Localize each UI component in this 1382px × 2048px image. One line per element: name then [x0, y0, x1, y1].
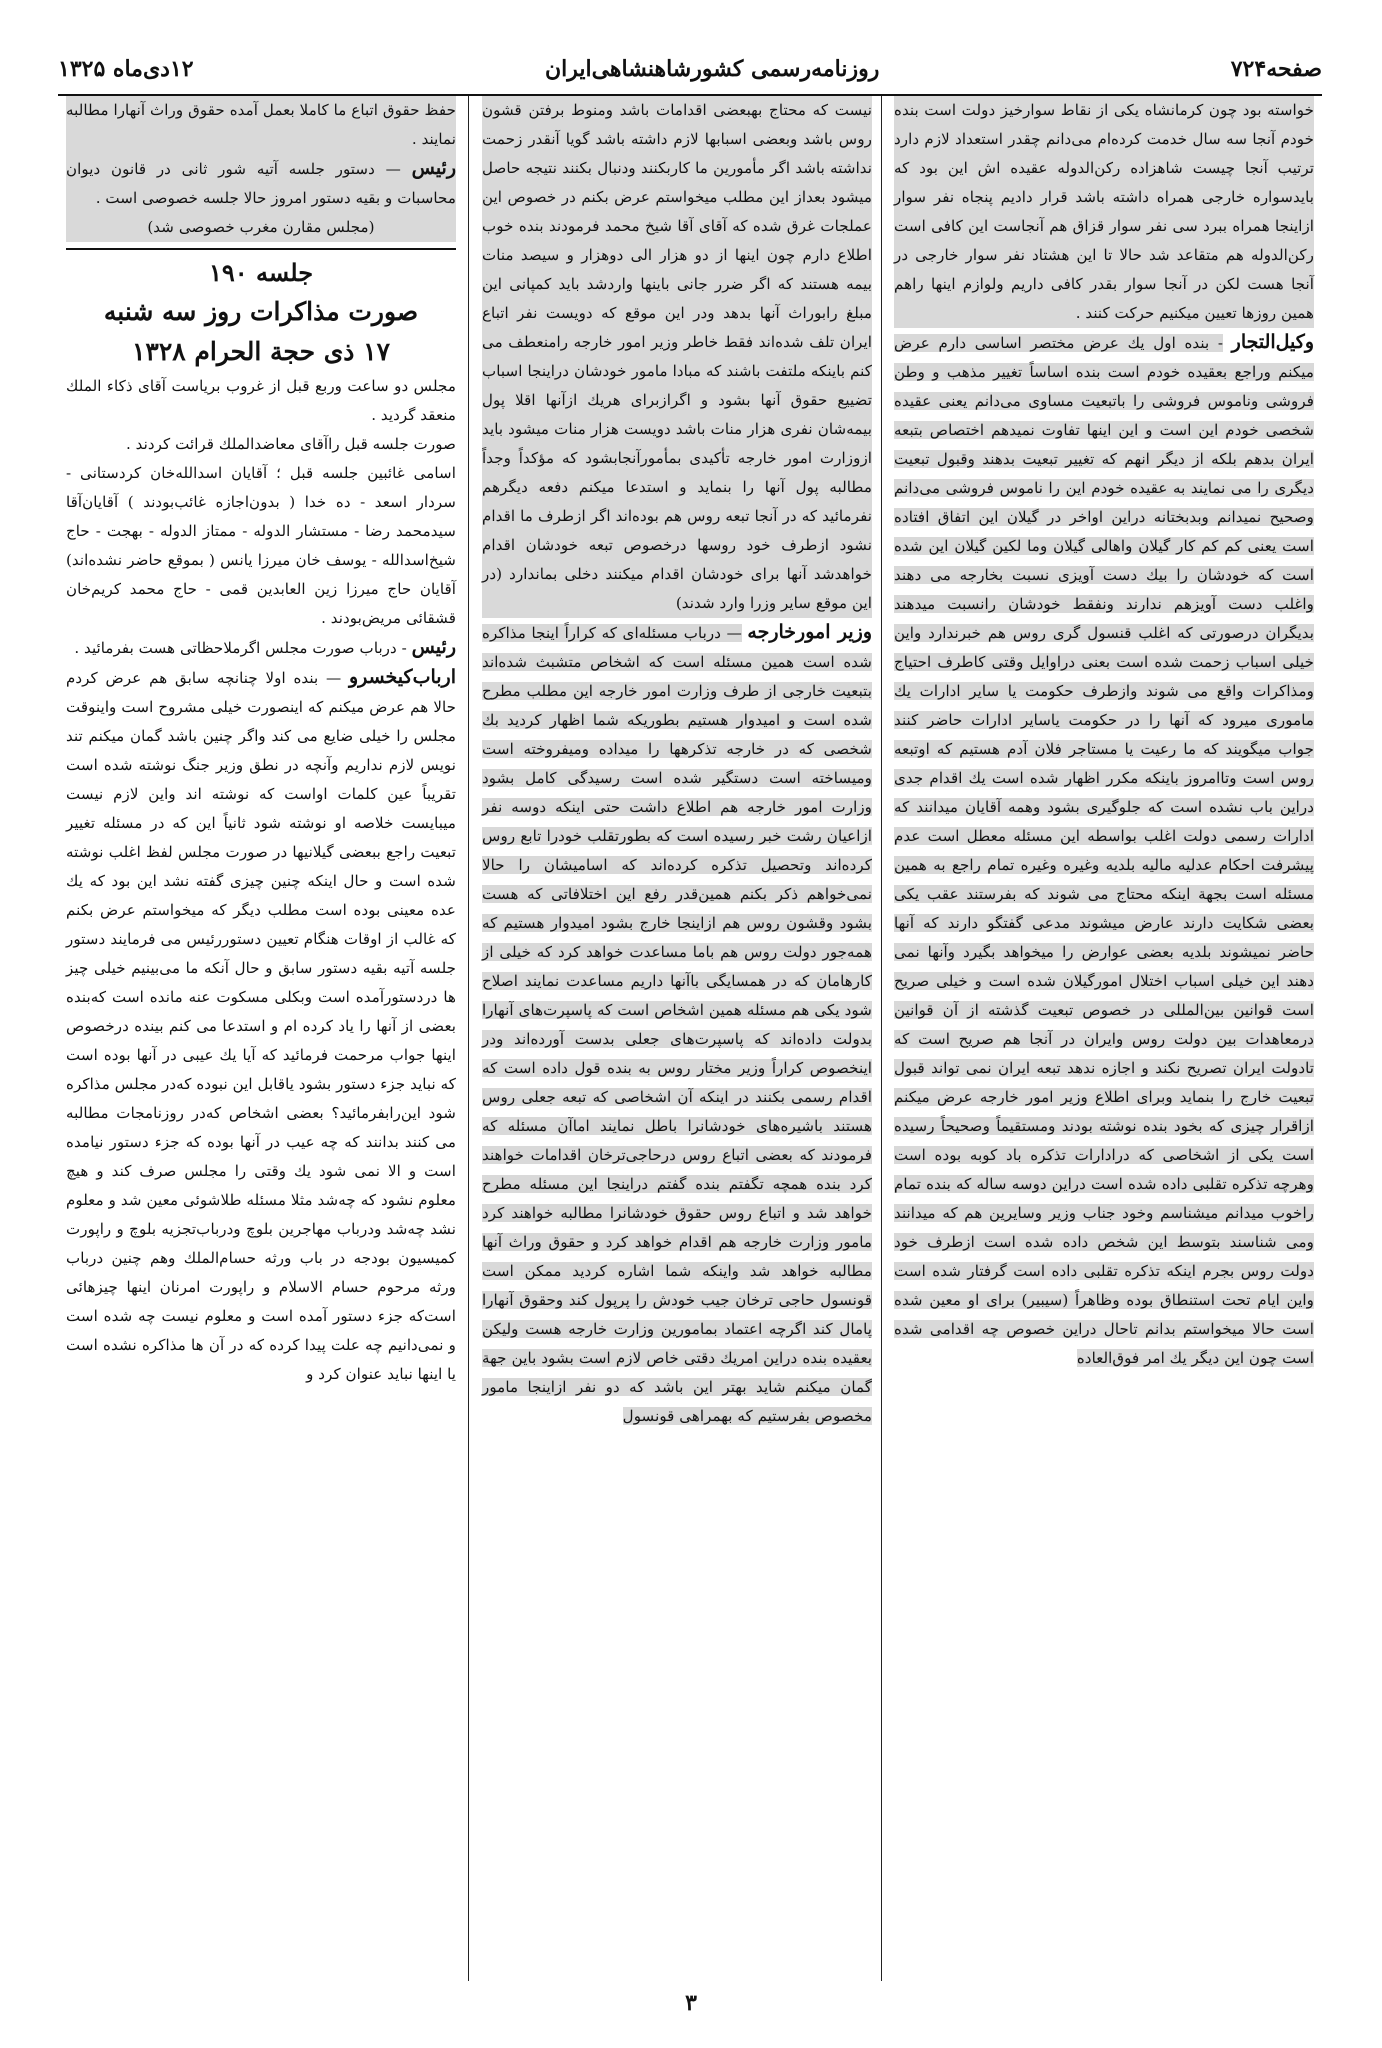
page-header	[58, 44, 1322, 96]
speaker-name: رئیس	[411, 636, 456, 658]
column-divider-right	[881, 96, 882, 1981]
speaker-name: وزیر امورخارجه	[747, 621, 873, 643]
paragraph: (مجلس مقارن مغرب خصوصی شد)	[147, 218, 375, 236]
column-divider-left	[468, 96, 469, 1981]
column-left	[60, 96, 462, 1981]
speaker-name: رئیس	[411, 157, 457, 179]
paragraph: خواسته بود چون کرمانشاه یکی از نقاط سوارخیز دولت است بنده خودم آنجا سه سال خدمت کرده‌ام می‌دانم چقدر استعداد لازم دارد ترتیب آنجا چیست شاهزاده رکن‌الدوله عقیده اش این بود که بایدسواره خارجی همراه داشته باشد قرار دادیم پنجاه نفر سوار ازاینجا همراه ببرد سی نفر سوار قزاق هم آنجاست این کافی است رکن‌الدوله هم متقاعد شد حالا تا این هشتاد نفر سوار خارجی در آنجا هست لکن در آنجا سوار بقدر کافی داریم ولوازم اینها راهم همین روزها تعیین میکنیم حرکت کنند .	[894, 96, 1314, 328]
page-label: صفحه۷۲۴	[1230, 56, 1322, 82]
highlighted-block	[66, 96, 456, 242]
paragraph: - بنده اول یك عرض مختصر اساسی دارم عرض میکنم وراجع بعقیده خودم است بنده اساساً تغییر مذهب و وطن فروشی وناموس فروشی را باتبعیت مساوی می‌دانم یعنی عقیده شخصی خودم این است و این اینها تفاوت نمیدهم اختصاص بتبعه ایران بدهم بلکه از دیگر انهم که تغییر تبعیت بدهند وقبول تبعیت دیگری را می نمایند به عقیده خودم این را ناموس فروشی می‌دانم وصحیح نمیدانم وبدبختانه دراین اواخر در گیلان این اتفاق افتاده است یعنی کم کم کار گیلان واهالی گیلان وما لکین گیلان این شده است که خودشان را بیك دست آویزی نسبت بخارجه می دهند واغلب دست آویزهم ندارند ونفقط خودشان رانسبت میدهند بدیگران درصورتی که اغلب قنسول گری روس هم خبرندارد واین خیلی اسباب زحمت شده است بعنی دراوایل وقتی کاطرف احتیاج ومذاکرات واقع می شوند وازطرف حکومت یا سایر ادارات یك ماموری میرود که آنها را در حکومت یاسایر ادارات حاضر کنند جواب میگویند که ما رعیت یا مستاجر فلان آدم هستیم که اوتبعه روس است وتاامروز باینکه مکرر اظهار شده است یك اقدام جدی دراین باب نشده است که جلوگیری بشود وهمه آقایان میدانند که ادارات رسمی دولت اغلب بواسطه این مسئله معطل است عدم پیشرفت احکام عدلیه مالیه بلدیه وغیره وغیره تمام راجع به همین مسئله است بجهة اینکه محتاج می شوند که بفرستند عقب یکی بعضی شکایت دارند عارض میشوند مدعی گفتگو دارند که آنها حاضر نمیشوند بلدیه بعضی عوارض را میخواهد بگیرد وآنها نمی دهند این خیلی اسباب اختلال امورگیلان شده است و خیلی صریح است قوانین بین‌المللی در خصوص تبعیت گذشته از آن قوانین درمعاهدات بین دولت روس وایران در آنجا هم صریح است که تادولت ایران تصریح نکند و اجازه ندهد تبعه ایران نمی تواند قبول تبعیت خارج را بنماید وبرای اطلاع وزیر امور خارجه عرض میکنم ازاقرار چیزی که بخود بنده نوشته بودند ومستقیماً وصحیحاً رسیده است یکی از اشخاصی که درادارات تذکره باد کوبه بوده است وهرچه تذکره تقلبی داده شده است دراین دوسه ساله که بنده تمام راخوب میدانم میشناسم وخود جناب وزیر وسایرین هم که میدانند ومی شناسند بتوسط این شخص داده شده است ازطرف خود دولت روس بجرم اینکه تذکره تقلبی داده است گرفتار شده است واین ایام تحت استنطاق بوده وظاهراً (سیبیر) برای او معین شده است حالا میخواستم بدانم تاحال دراین خصوص چه اقدامی شده است چون این دیگر یك امر فوق‌العاده	[894, 334, 1314, 1367]
paragraph: نیست که محتاج بهبعضی اقدامات باشد ومنوط برفتن قشون روس باشد وبعضی اسبابها لازم داشته باشد گویا آنقدر زحمت نداشته باشد اگر مأمورین ما کاربکنند ودنبال بکنند نتیجه حاصل میشود بعداز این مطلب میخواستم عرض بکنم در خصوص این عملجات غرق شده که آقای آقا شیخ محمد فرمودند بنده خوب اطلاع دارم چون اینها از دو هزار الی دوهزار و سیصد منات بیمه هستند که اگر ضرر جانی باینها واردشد باید کمپانی این مبلغ رابوراث آنها بدهد ودر این موقع که دویست نفر اتباع ایران تلف شده‌اند فقط خاطر وزیر امور خارجه رامنعطف می کنم باینکه ملتفت باشند که مبادا مامور خودشان دراینجا اسباب تضییع حقوق آنها بشود و اگرازبرای هریك ازآنها اقلا پول بیمه‌شان نفری هزار منات باشد دویست هزار منات میشود باید ازوزارت امور خارجه تأکیدی بمأمورآنجابشود که مؤکداً وجداً مطالبه پول آنها را بنماید و استدعا میکنم دفعه دیگرهم نفرمائید که در آنجا تبعه روس هم بوده‌اند اگر ازطرف ما اقدام نشود ازطرف خود روسها درخصوص تبعه خودشان اقدام خواهدشد آنها برای خودشان اقدام میکنند دخلی بماندارد (در این موقع سایر وزرا وارد شدند)	[482, 96, 872, 618]
paragraph: حفظ حقوق اتباع ما کاملا بعمل آمده حقوق وراث آنهارا مطالبه نمایند .	[66, 101, 456, 148]
paragraph: — درباب مسئله‌ای که کراراً اینجا مذاکره شده است همین مسئله است که اشخاص متشبث شده‌اند بتبعیت خارجی از طرف وزارت امور خارجه این مطلب مطرح شده است و امیدوار هستیم بطوریکه شما اظهار کردید بك شخصی که در خارجه تذکرهها را میداده ومیفروخته است ومیساخته است دستگیر شده است رسیدگی کامل بشود وزارت امور خارجه هم اطلاع داشت حتی اینکه دوسه نفر ازاعیان رشت خبر رسیده است که بطورتقلب خودرا تابع روس کرده‌اند وتحصیل تذکره کرده‌اند که اسامیشان را حالا نمی‌خواهم ذکر بکنم همین‌قدر رفع این اختلافاتی که هست بشود وقشون روس هم ازاینجا خارج بشود امیدوار هستیم که همه‌جور دولت روس هم باما مساعدت خواهد کرد که خیلی از کارهامان که در همسایگی باآنها داریم مساعدت نمایند اصلاح شود یکی هم مسئله همین اشخاص است که پاسپرت‌های آنهارا بدولت داده‌اند که پاسپرت‌های جعلی بدست آورده‌اند ودر اینخصوص کراراً وزیر مختار روس به بنده قول داده است که اقدام رسمی بکنند در اینکه آن اشخاصی که تبعه جعلی روس هستند باشیره‌های خودشانرا باطل نمایند اماآن مسئله که فرمودند که بعضی اتباع روس درحاجی‌ترخان اقدامات خواهند کرد بنده همچه تگفتم بنده گفتم دراینجا این مسئله مطرح خواهد شد و اتباع روس حقوق خودشانرا مطالبه خواهند کرد مامور وزارت خارجه هم اقدام خواهد کرد و حقوق وراث آنها مطالبه خواهد شد واینکه شما اشاره کردید ممکن است قونسول حاجی ترخان جیب خودش را پرپول کند وحقوق آنهارا پامال کند اگرچه اعتماد بمامورین وزارت خارجه هست ولیکن بعقیده بنده دراین امریك دقتی خاص لازم است بشود باین جهة گمان میکنم شاید بهتر این باشد که دو نفر ازاینجا مامور مخصوص بفرستیم که بهمراهی قونسول	[482, 624, 872, 1425]
session-date: ۱۷ ذی حجة الحرام ۱۳۲۸	[131, 337, 390, 366]
session-subtitle: صورت مذاکرات روز سه شنبه	[103, 297, 419, 326]
speaker-name: وکیل‌التجار	[1231, 331, 1315, 353]
paragraph: مجلس دو ساعت وربع قبل از غروب بریاست آقای ذکاء الملك منعقد گردید .	[66, 377, 456, 424]
session-title: جلسه ۱۹۰	[66, 248, 456, 292]
paragraph: اسامی غائبین جلسه قبل ؛ آقایان اسدالله‌خان کردستانی - سردار اسعد - ده خدا ( بدون‌اجازه غائب‌بودند ) آقایان‌آقا سیدمحمد رضا - مستشار الدوله - ممتاز الدوله - بهجت - حاج شیخ‌اسدالله - یوسف خان میرزا یانس ( بموقع حاضر نشده‌اند) آقایان حاج میرزا زین العابدین قمی - حاج محمد کریم‌خان قشقائی مریض‌بودند .	[66, 464, 456, 627]
paragraph: - درباب صورت مجلس اگرملاحظاتی هست بفرمائید .	[74, 639, 407, 657]
column-middle	[476, 96, 878, 1981]
newspaper-title: روزنامه‌رسمی کشورشاهنشاهی‌ایران	[544, 56, 880, 82]
column-right	[888, 96, 1320, 1981]
paragraph: — دستور جلسه آتیه شور ثانی در قانون دیوان محاسبات و بقیه دستور امروز حالا جلسه خصوصی است .	[66, 160, 456, 207]
issue-date: ۱۲دی‌ماه ۱۳۲۵	[58, 56, 194, 82]
paragraph: صورت جلسه قبل راآقای معاضدالملك قرائت کردند .	[126, 435, 456, 453]
paragraph: — بنده اولا چنانچه سابق هم عرض کردم حالا هم عرض میکنم که اینصورت خیلی مشروح است واینوقت مجلس را خیلی ضایع می کند واگر چنین باشد گمان میکنم تند نویس لازم نداریم وآنچه در نطق وزیر جنگ نوشته شده است تقریباً عین کلمات اواست که نوشته اند واین لازم نیست میبایست خلاصه او نوشته شود ثانیاً این که در مسئله تغییر تبعیت راجع ببعضی گیلانیها در صورت مجلس لفظ اغلب نوشته شده است و حال اینکه چنین چیزی گفته نشد این بود که یك عده معینی بوده است مطلب دیگر که میخواستم عرض بکنم که غالب از اوقات هنگام تعیین دستوررئیس می فرمایند دستور جلسه آتیه بقیه دستور سابق و حال آنکه ما می‌بینیم خیلی چیز ها دردستورآمده است وبکلی مسکوت عنه مانده است که‌بنده بعضی از آنها را یاد کرده ام و استدعا می کنم بینده درخصوص اینها جواب مرحمت فرمائید که آیا یك عیبی در آنها بوده است که نباید جزء دستور بشود یاقابل این نبوده که‌در مجلس مذاکره شود این‌رابفرمائید؟ بعضی اشخاص که‌در روزنامجات مطالبه می کنند بدانند که چه عیب در آنها بوده که جزء دستور نیامده است و الا نمی شود یك وقتی را مجلس صرف کند و هیچ معلوم نشود که چه‌شد مثلا مسئله طلاشوئی معین شد و معلوم نشد چه‌شد ودرباب مهاجرین بلوچ ودرباب‌تجزیه بلوچ و راپورت کمیسیون بودجه در باب ورثه حسام‌الملك وهم چنین درباب ورثه مرحوم حسام الاسلام و راپورت امرنان اینها چیزهائی است‌که جزء دستور آمده است و معلوم نیست چه شده است و نمی‌دانیم چه علت پیدا کرده که در آن ها مذاکره نشده است یا اینها نباید عنوان کرد و	[66, 669, 456, 1383]
speaker-name: ارباب‌کیخسرو	[348, 666, 457, 688]
page-number: ۳	[685, 1990, 697, 2016]
